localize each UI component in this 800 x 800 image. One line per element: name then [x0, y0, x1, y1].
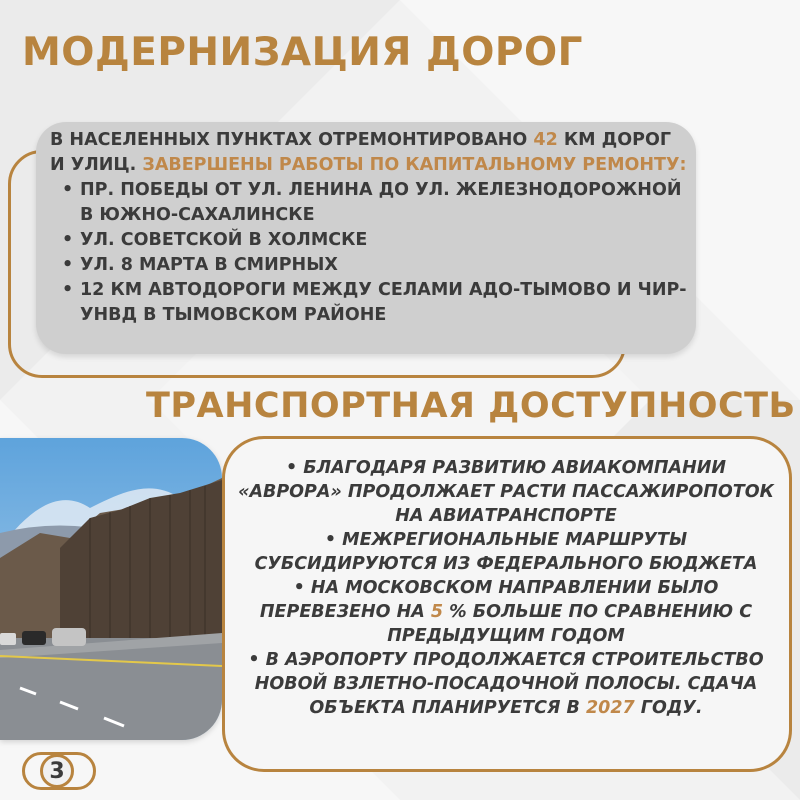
item4-text-2: ГОДУ. — [634, 698, 703, 718]
section1-title: МОДЕРНИЗАЦИЯ ДОРОГ — [22, 30, 583, 75]
item3-text-2: % БОЛЬШЕ ПО СРАВНЕНИЮ С ПРЕДЫДУЩИМ ГОДОМ — [387, 602, 753, 646]
page-number: 3 — [40, 754, 74, 788]
list-item: • 12 КМ АВТОДОРОГИ МЕЖДУ СЕЛАМИ АДО-ТЫМОВО И ЧИР-УНВД В ТЫМОВСКОМ РАЙОНЕ — [50, 278, 690, 328]
section1-text — [50, 128, 690, 328]
transport-item-4 — [236, 648, 776, 720]
item3-text: • НА МОСКОВСКОМ НАПРАВЛЕНИИ БЫЛО ПЕРЕВЕЗЕНО НА — [259, 578, 719, 622]
section2-title: ТРАНСПОРТНАЯ ДОСТУПНОСТЬ — [146, 386, 796, 426]
list-item: • ПР. ПОБЕДЫ ОТ УЛ. ЛЕНИНА ДО УЛ. ЖЕЛЕЗНОДОРОЖНОЙ В ЮЖНО-САХАЛИНСКЕ — [50, 178, 690, 228]
percent-value: 5 — [430, 602, 444, 622]
section2-text — [236, 456, 776, 720]
intro-accent: ЗАВЕРШЕНЫ РАБОТЫ ПО КАПИТАЛЬНОМУ РЕМОНТУ: — [142, 155, 687, 175]
intro-text: В НАСЕЛЕННЫХ ПУНКТАХ ОТРЕМОНТИРОВАНО — [50, 130, 534, 150]
transport-item-3 — [236, 576, 776, 648]
transport-item-1: • БЛАГОДАРЯ РАЗВИТИЮ АВИАКОМПАНИИ «АВРОРА» ПРОДОЛЖАЕТ РАСТИ ПАССАЖИРОПОТОК НА АВИАТРАНСПОРТЕ — [238, 458, 774, 526]
item4-text: • В АЭРОПОРТУ ПРОДОЛЖАЕТСЯ СТРОИТЕЛЬСТВО НОВОЙ ВЗЛЕТНО-ПОСАДОЧНОЙ ПОЛОСЫ. СДАЧА ОБЪЕКТА ПЛАНИРУЕТСЯ В — [248, 650, 764, 718]
year-value: 2027 — [585, 698, 635, 718]
transport-item-2: • МЕЖРЕГИОНАЛЬНЫЕ МАРШРУТЫ СУБСИДИРУЮТСЯ ИЗ ФЕДЕРАЛЬНОГО БЮДЖЕТА — [254, 530, 758, 574]
list-item: • УЛ. СОВЕТСКОЙ В ХОЛМСКЕ — [50, 228, 690, 253]
km-value: 42 — [533, 130, 558, 150]
roads-list — [50, 178, 690, 328]
list-item: • УЛ. 8 МАРТА В СМИРНЫХ — [50, 253, 690, 278]
road-photo — [0, 438, 222, 740]
intro-text-2: КМ ДОРОГ И УЛИЦ. — [50, 130, 671, 175]
road-photo-illustration — [0, 438, 222, 740]
section1-intro — [50, 128, 690, 178]
